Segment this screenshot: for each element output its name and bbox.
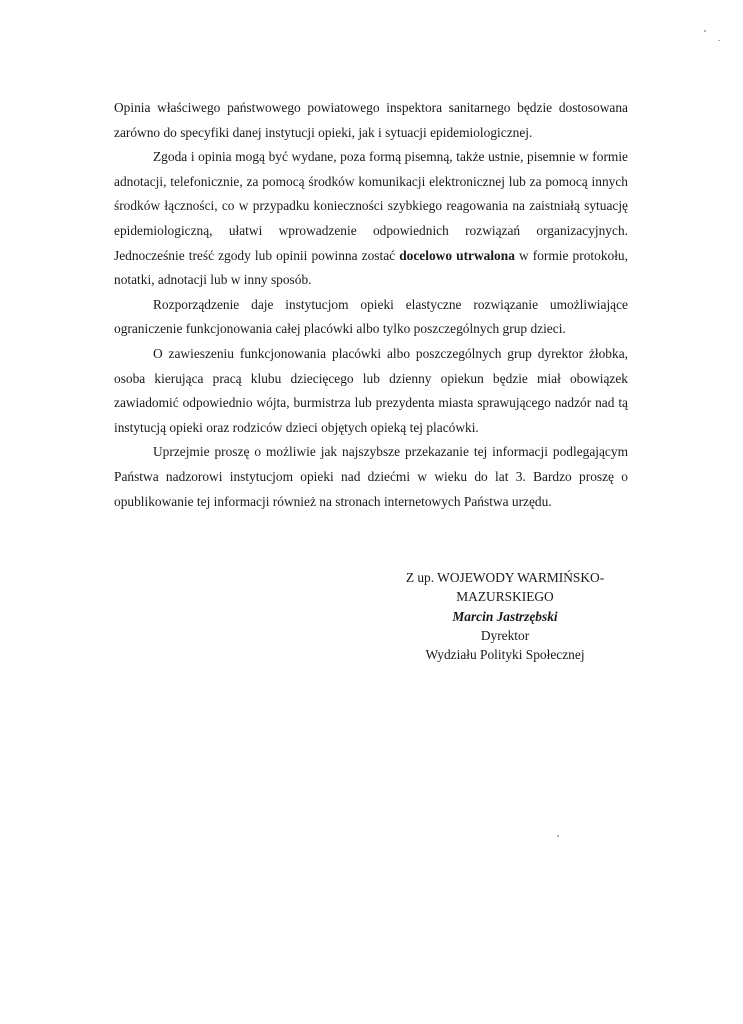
paragraph-5 <box>114 440 628 514</box>
paragraph-1 <box>114 96 628 145</box>
scan-speck <box>704 30 706 32</box>
paragraph-2-text: Zgoda i opinia mogą być wydane, poza formą pisemną, także ustnie, pisemnie w formie adnotacji, telefonicznie, za pomocą środków komunikacji elektronicznej lub za pomocą innych środków łączności, co w przypadku konieczności szybkiego reagowania na zaistniałą sytuację epidemiologiczną, ułatwi wprowadzenie odpowiednich rozwiązań organizacyjnych. Jednocześnie treść zgody lub opinii powinna zostać <box>114 149 628 263</box>
scan-speck <box>718 40 720 41</box>
paragraph-2 <box>114 145 628 293</box>
signature-authority-line-1: Z up. WOJEWODY WARMIŃSKO- <box>405 570 605 585</box>
paragraph-4-text: O zawieszeniu funkcjonowania placówki albo poszczególnych grup dyrektor żłobka, osoba kierująca pracą klubu dziecięcego lub dzienny opiekun będzie miał obowiązek zawiadomić odpowiednio wójta, burmistrza lub prezydenta miasta sprawującego nadzór nad tą instytucją opieki oraz rodziców dzieci objętych opieką tej placówki. <box>114 345 628 435</box>
paragraph-2-emphasis: docelowo utrwalona <box>399 247 515 263</box>
signature-name: Marcin Jastrzębski <box>452 608 558 624</box>
signature-authority-line-2: MAZURSKIEGO <box>456 589 554 605</box>
paragraph-4 <box>114 342 628 440</box>
paragraph-3-text: Rozporządzenie daje instytucjom opieki elastyczne rozwiązanie umożliwiające ograniczenie funkcjonowania całej placówki albo tylko poszczególnych grup dzieci. <box>114 296 628 337</box>
paragraph-2-text-end: w formie protokołu, notatki, adnotacji lub w inny sposób. <box>114 247 628 288</box>
signature-department: Wydziału Polityki Społecznej <box>425 647 585 663</box>
signature-title: Dyrektor <box>480 627 530 643</box>
letter-body <box>114 96 628 514</box>
paragraph-1-text: Opinia właściwego państwowego powiatowego inspektora sanitarnego będzie dostosowana zarówno do specyfiki danej instytucji opieki, jak i sytuacji epidemiologicznej. <box>114 100 628 140</box>
paragraph-3 <box>114 293 628 342</box>
paragraph-5-text: Uprzejmie proszę o możliwie jak najszybsze przekazanie tej informacji podlegającym Państwa nadzorowi instytucjom opieki nad dziećmi w wieku do lat 3. Bardzo proszę o opublikowanie tej informacji również na stronach internetowych Państwa urzędu. <box>114 444 628 509</box>
scan-speck <box>557 835 559 837</box>
signature-block <box>380 568 630 664</box>
